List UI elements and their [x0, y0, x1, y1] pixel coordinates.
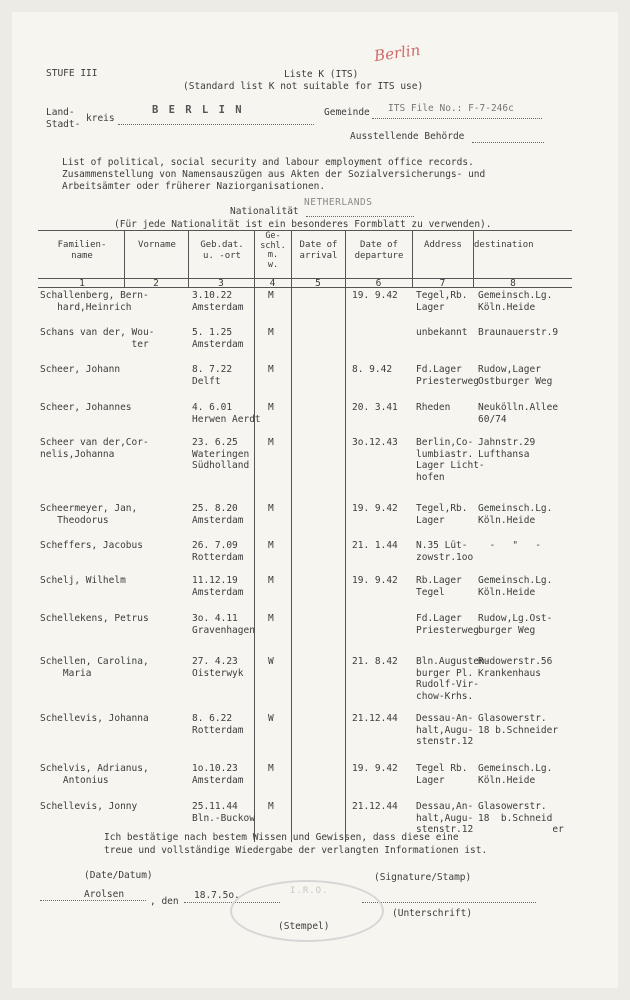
- cell-sex: M: [268, 575, 274, 586]
- cell-sex: M: [268, 801, 274, 812]
- cell-birth: 27. 4.23 Oisterwyk: [192, 656, 244, 679]
- intro-line-1: List of political, social security and labour employment office records.: [62, 157, 474, 168]
- place-value: Arolsen: [84, 889, 125, 900]
- cell-birth: 3.10.22 Amsterdam: [192, 290, 244, 313]
- cell-address: Rb.Lager Tegel: [416, 575, 462, 598]
- kreis-dotted-line: [118, 124, 314, 125]
- header-geschlecht: Ge- schl. m. w.: [260, 231, 286, 270]
- cell-destination: Neukölln.Allee 60/74: [478, 402, 559, 425]
- stadt-label: Stadt-: [46, 119, 81, 130]
- cell-name: Scheermeyer, Jan, Theodorus: [40, 503, 138, 526]
- cell-sex: M: [268, 364, 274, 375]
- table-top-border: [38, 230, 572, 231]
- cell-departure: 21.12.44: [352, 801, 398, 812]
- cell-departure: 21.12.44: [352, 713, 398, 724]
- header-arrival: Date of arrival: [299, 240, 338, 261]
- cell-name: Scheer, Johann: [40, 364, 121, 375]
- den-label: , den: [150, 896, 179, 907]
- kreis-value: B E R L I N: [152, 104, 244, 116]
- cell-destination: Rudow,Lg.Ost- burger Weg: [478, 613, 553, 636]
- cell-name: Schellevis, Jonny: [40, 801, 138, 812]
- unterschrift-label: (Unterschrift): [392, 908, 473, 919]
- cell-sex: M: [268, 763, 274, 774]
- cell-name: Schans van der, Wou- ter: [40, 327, 155, 350]
- header-familienname: Familien- name: [57, 240, 107, 261]
- column-number: 7: [439, 278, 446, 289]
- cell-birth: 3o. 4.11 Gravenhagen: [192, 613, 255, 636]
- cell-birth: 8. 7.22 Delft: [192, 364, 233, 387]
- cell-departure: 8. 9.42: [352, 364, 393, 375]
- cell-address: Tegel,Rb. Lager: [416, 503, 468, 526]
- nationality-note: (Für jede Nationalität ist ein besonderes Formblatt zu verwenden).: [114, 219, 492, 230]
- cell-address: Dessau-An- halt,Augu- stenstr.12: [416, 713, 474, 747]
- gemeinde-dotted-line: [372, 118, 542, 119]
- cell-destination: Gemeinsch.Lg. Köln.Heide: [478, 503, 553, 526]
- cell-address: Berlin,Co- lumbiastr. Lager Licht- hofen: [416, 437, 485, 483]
- cell-birth: 11.12.19 Amsterdam: [192, 575, 244, 598]
- cell-destination: Glasowerstr. 18 b.Schneid er: [478, 801, 564, 835]
- cell-address: Bln.Augusten- burger Pl. Rudolf-Vir- chow-Krhs.: [416, 656, 491, 702]
- cell-sex: M: [268, 402, 274, 413]
- cell-name: Schallenberg, Bern- hard,Heinrich: [40, 290, 149, 313]
- cell-destination: Gemeinsch.Lg. Köln.Heide: [478, 290, 553, 313]
- column-number: 1: [79, 278, 85, 289]
- gemeinde-label: Gemeinde: [324, 107, 370, 118]
- confirmation-line-2: treue und vollständige Wiedergabe der verlangten Informationen ist.: [104, 845, 488, 856]
- confirmation-line-1: Ich bestätige nach bestem Wissen und Gewissen, dass diese eine: [104, 832, 459, 843]
- cell-sex: M: [268, 437, 274, 448]
- handwritten-annotation: Berlin: [372, 40, 422, 66]
- behoerde-dotted-line: [472, 142, 544, 143]
- cell-departure: 19. 9.42: [352, 763, 398, 774]
- cell-birth: 5. 1.25 Amsterdam: [192, 327, 244, 350]
- date-value: 18.7.5o.: [194, 890, 240, 901]
- signature-dotted-line: [362, 902, 536, 903]
- col-divider-5: [345, 230, 346, 842]
- cell-departure: 20. 3.41: [352, 402, 398, 413]
- intro-line-2: Zusammenstellung von Namensauszügen aus Akten der Sozialversicherungs- und: [62, 169, 486, 180]
- cell-sex: M: [268, 613, 274, 624]
- column-number: 3: [218, 278, 224, 289]
- column-number: 6: [375, 278, 382, 289]
- kreis-label: kreis: [86, 113, 115, 124]
- column-number: 5: [315, 278, 321, 289]
- land-label: Land-: [46, 107, 75, 118]
- cell-sex: W: [268, 713, 274, 724]
- list-title: Liste K (ITS): [284, 69, 359, 80]
- cell-name: Scheffers, Jacobus: [40, 540, 143, 551]
- cell-name: Schellevis, Johanna: [40, 713, 149, 724]
- col-divider-3: [254, 230, 255, 842]
- stage-label: STUFE III: [46, 68, 98, 79]
- signature-label: (Signature/Stamp): [374, 872, 472, 883]
- intro-line-3: Arbeitsämter oder früherer Naziorganisationen.: [62, 181, 326, 192]
- list-subtitle: (Standard list K not suitable for ITS use): [183, 81, 424, 92]
- stempel-label: (Stempel): [278, 921, 330, 932]
- column-number: 8: [510, 278, 516, 289]
- cell-address: Dessau,An- halt,Augu- stenstr.12: [416, 801, 474, 835]
- cell-departure: 19. 9.42: [352, 503, 398, 514]
- cell-address: N.35 Lüt- zowstr.1oo: [416, 540, 474, 563]
- cell-address: Fd.Lager Priesterweg: [416, 364, 479, 387]
- cell-address: Tegel,Rb. Lager: [416, 290, 468, 313]
- cell-address: Fd.Lager Priesterweg: [416, 613, 479, 636]
- cell-address: unbekannt: [416, 327, 468, 338]
- cell-sex: W: [268, 656, 274, 667]
- cell-name: Schelj, Wilhelm: [40, 575, 126, 586]
- header-destination: destination: [474, 240, 534, 250]
- cell-birth: 23. 6.25 Wateringen Südholland: [192, 437, 250, 471]
- col-divider-4: [291, 230, 292, 842]
- cell-departure: 21. 8.42: [352, 656, 398, 667]
- cell-destination: - " -: [478, 540, 541, 551]
- column-number: 4: [269, 278, 276, 289]
- cell-destination: Jahnstr.29 Lufthansa: [478, 437, 536, 460]
- cell-departure: 19. 9.42: [352, 575, 398, 586]
- cell-departure: 3o.12.43: [352, 437, 398, 448]
- cell-sex: M: [268, 503, 274, 514]
- cell-sex: M: [268, 327, 274, 338]
- cell-birth: 8. 6.22 Rotterdam: [192, 713, 244, 736]
- cell-sex: M: [268, 540, 274, 551]
- cell-destination: Rudow,Lager Ostburger Weg: [478, 364, 553, 387]
- date-label: (Date/Datum): [84, 870, 153, 881]
- cell-birth: 4. 6.01 Herwen Aerdt: [192, 402, 261, 425]
- cell-destination: Rudowerstr.56 Krankenhaus: [478, 656, 553, 679]
- cell-destination: Glasowerstr. 18 b.Schneider: [478, 713, 559, 736]
- header-departure: Date of departure: [354, 240, 404, 261]
- nationality-value: NETHERLANDS: [304, 197, 373, 208]
- cell-name: Scheer, Johannes: [40, 402, 132, 413]
- cell-name: Schelvis, Adrianus, Antonius: [40, 763, 149, 786]
- nationality-dotted-line: [306, 216, 414, 217]
- header-geburt: Geb.dat. u. -ort: [200, 240, 244, 261]
- column-number: 2: [153, 278, 159, 289]
- its-file-number: ITS File No.: F-7-246c: [388, 103, 514, 114]
- cell-address: Tegel Rb. Lager: [416, 763, 468, 786]
- cell-destination: Gemeinsch.Lg. Köln.Heide: [478, 575, 553, 598]
- cell-name: Scheer van der,Cor- nelis,Johanna: [40, 437, 149, 460]
- nationality-label: Nationalität: [230, 206, 299, 217]
- cell-departure: 21. 1.44: [352, 540, 398, 551]
- cell-sex: M: [268, 290, 274, 301]
- cell-name: Schellekens, Petrus: [40, 613, 149, 624]
- cell-birth: 1o.10.23 Amsterdam: [192, 763, 244, 786]
- cell-departure: 19. 9.42: [352, 290, 398, 301]
- cell-name: Schellen, Carolina, Maria: [40, 656, 149, 679]
- stamp-text: I.R.O.: [290, 886, 329, 896]
- cell-birth: 25.11.44 Bln.-Buckow: [192, 801, 255, 824]
- place-dotted-line: [40, 900, 146, 901]
- cell-destination: Braunauerstr.9: [478, 327, 559, 338]
- header-vorname: Vorname: [138, 240, 176, 250]
- cell-birth: 25. 8.20 Amsterdam: [192, 503, 244, 526]
- behoerde-label: Ausstellende Behörde: [350, 131, 465, 142]
- header-address: Address: [424, 240, 462, 250]
- cell-destination: Gemeinsch.Lg. Köln.Heide: [478, 763, 553, 786]
- cell-birth: 26. 7.09 Rotterdam: [192, 540, 244, 563]
- cell-address: Rheden: [416, 402, 451, 413]
